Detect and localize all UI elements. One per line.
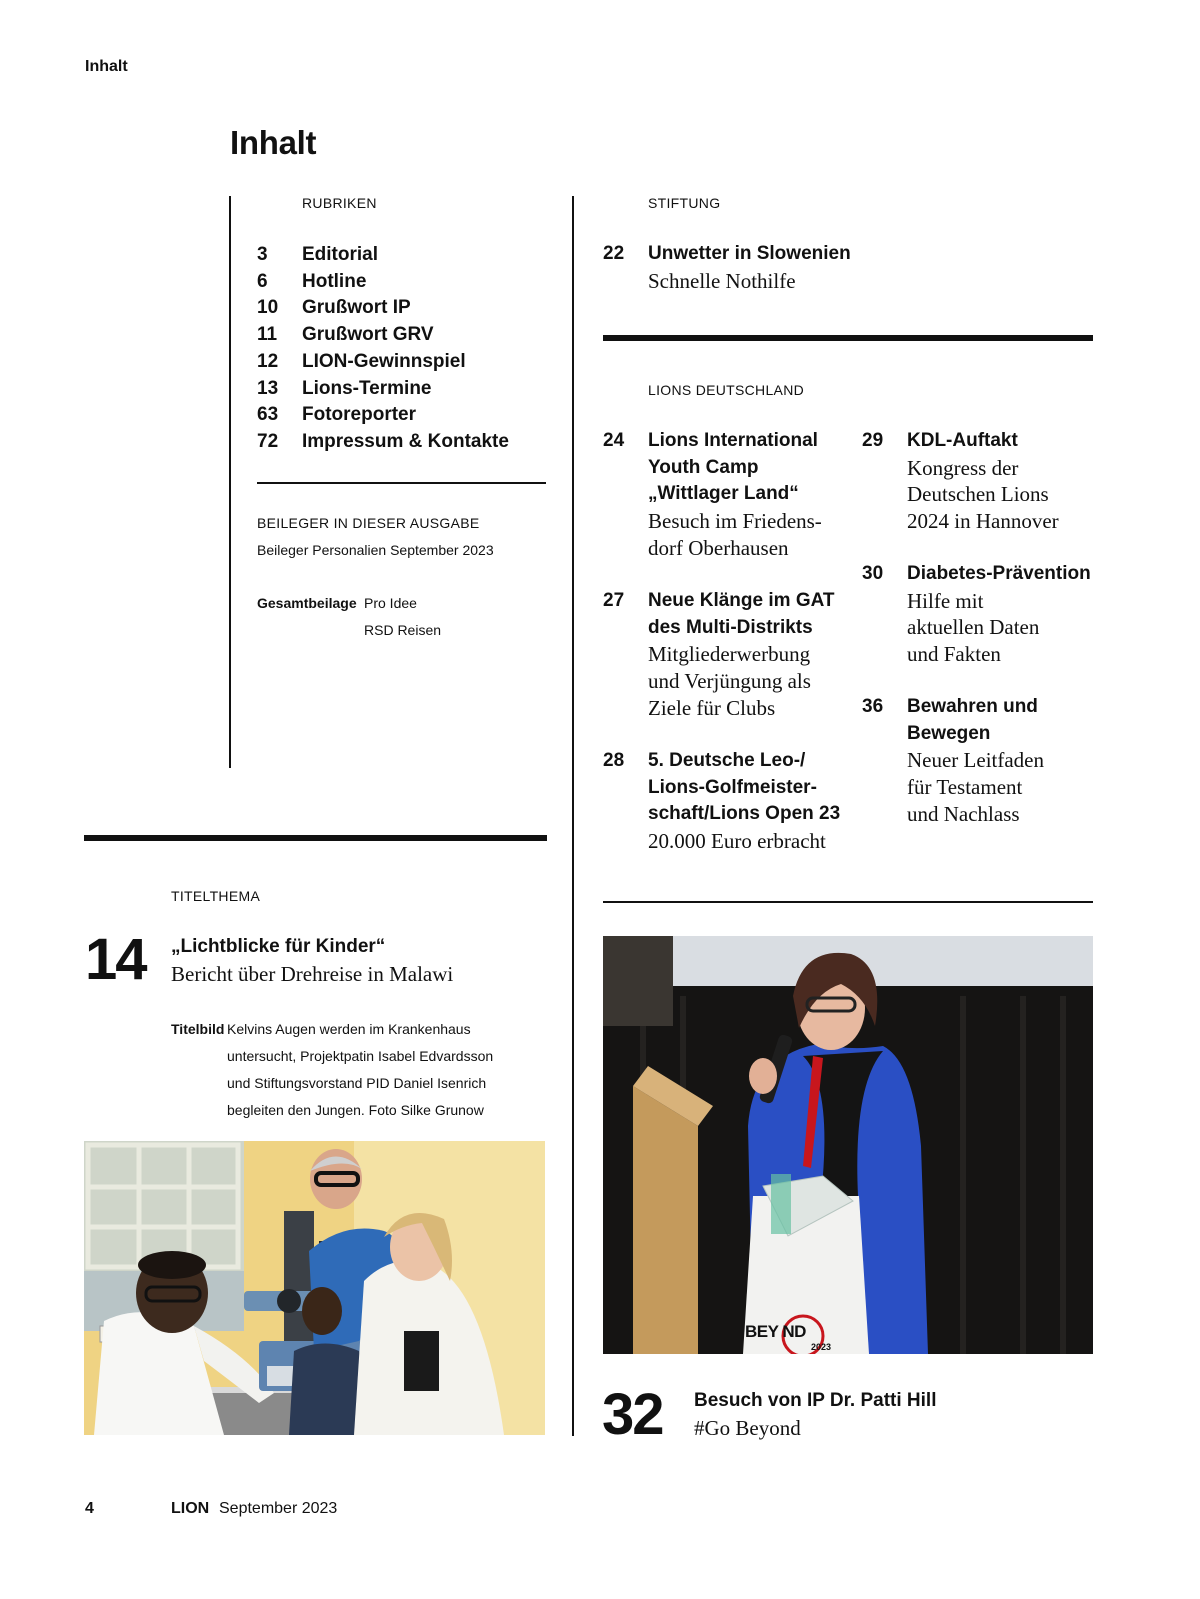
toc-entry-lions[interactable] (862, 694, 1097, 829)
entry-subtitle-line: Neuer Leitfaden (907, 748, 1045, 773)
titelthema-title[interactable]: „Lichtblicke für Kinder“ (171, 936, 386, 957)
entry-title-line: Diabetes-Prävention (907, 563, 1091, 584)
page-number: 30 (862, 563, 884, 584)
toc-entry-lions[interactable] (603, 748, 848, 858)
rubriken-vertical-rule (229, 196, 231, 768)
page-number: 72 (257, 430, 279, 452)
item-title: Hotline (302, 270, 367, 292)
lions-deutschland-label: LIONS DEUTSCHLAND (648, 382, 805, 398)
footer-issue: September 2023 (219, 1500, 338, 1517)
entry-title-line: Lions-Golfmeister- (648, 776, 817, 798)
page-number: 36 (862, 696, 884, 717)
entry-subtitle-line: Kongress der (907, 455, 1019, 480)
titelthema-label: TITELTHEMA (171, 888, 261, 904)
titelthema-page-number: 14 (85, 927, 146, 992)
entry-title-line: 5. Deutsche Leo-/ (648, 750, 806, 771)
gesamtbeilage-item: RSD Reisen (364, 622, 442, 638)
entry-subtitle-line: Hilfe mit (907, 588, 984, 613)
entry-subtitle-line: Besuch im Friedens- (648, 509, 822, 534)
entry-title-line: „Wittlager Land“ (648, 483, 799, 505)
entry-title-line: Lions International (648, 430, 818, 451)
item-title: Impressum & Kontakte (302, 430, 509, 452)
toc-entry-lions[interactable] (603, 588, 848, 723)
item-title: LION-Gewinnspiel (302, 350, 466, 372)
page-number: 13 (257, 377, 279, 399)
gesamtbeilage-item: Pro Idee (364, 595, 417, 611)
speaker-illustration (603, 936, 1093, 1354)
page-number: 29 (862, 430, 884, 451)
footer-magazine: LION (171, 1500, 210, 1517)
toc-entry-stiftung[interactable] (603, 241, 1093, 297)
rubriken-list (257, 241, 547, 457)
caption-line: Kelvins Augen werden im Krankenhaus (227, 1021, 471, 1037)
feature-title[interactable]: Besuch von IP Dr. Patti Hill (694, 1390, 937, 1411)
item-title: Grußwort IP (302, 297, 411, 319)
toc-entry-lions[interactable] (862, 561, 1097, 671)
page-title: Inhalt (230, 124, 317, 161)
center-vertical-rule (572, 196, 574, 1436)
entry-title-line: Bewegen (907, 722, 991, 744)
beileger-line: Beileger Personalien September 2023 (257, 542, 494, 558)
item-title: Lions-Termine (302, 377, 432, 399)
entry-subtitle-line: und Nachlass (907, 801, 1020, 826)
photo-patti-hill (603, 936, 1093, 1354)
stiftung-label: STIFTUNG (648, 195, 721, 211)
gesamtbeilage-label: Gesamtbeilage (257, 595, 357, 611)
entry-subtitle-line: dorf Oberhausen (648, 535, 789, 560)
page-number: 12 (257, 350, 279, 372)
entry-title-line: Bewahren und (907, 696, 1038, 717)
toc-entry-lions[interactable] (603, 428, 848, 563)
divider (603, 901, 1093, 903)
entry-subtitle-line: Deutschen Lions (907, 482, 1049, 507)
entry-title: Unwetter in Slowenien (648, 243, 851, 264)
caption-line: begleiten den Jungen. Foto Silke Grunow (227, 1102, 484, 1118)
divider (257, 482, 546, 484)
item-title: Grußwort GRV (302, 324, 434, 346)
entry-subtitle-line: aktuellen Daten (907, 615, 1040, 640)
entry-subtitle-line: und Verjüngung als (648, 669, 811, 694)
page-number: 63 (257, 404, 279, 426)
entry-subtitle-line: und Fakten (907, 642, 1001, 667)
item-title: Fotoreporter (302, 404, 416, 426)
toc-entry-lions[interactable] (862, 428, 1097, 538)
page-number: 22 (603, 243, 625, 264)
running-head: Inhalt (85, 58, 128, 75)
page-number: 10 (257, 297, 279, 319)
page-number: 27 (603, 590, 625, 611)
thick-divider (84, 835, 547, 841)
page-number: 11 (257, 324, 278, 346)
titelthema-subtitle: Bericht über Drehreise in Malawi (171, 962, 454, 986)
item-title: Editorial (302, 244, 379, 265)
page-number: 24 (603, 430, 625, 451)
caption-label: Titelbild (171, 1021, 225, 1037)
page-number: 6 (257, 270, 268, 292)
feature-subtitle: #Go Beyond (694, 1416, 801, 1440)
cover-photo-eye-exam (84, 1141, 545, 1435)
beileger-label: BEILEGER IN DIESER AUSGABE (257, 515, 480, 531)
entry-subtitle-line: Mitgliederwerbung (648, 642, 811, 667)
entry-title-line: KDL-Auftakt (907, 430, 1018, 451)
thick-divider (603, 335, 1093, 341)
eye-exam-illustration (84, 1141, 545, 1435)
entry-title-line: Neue Klänge im GAT (648, 590, 835, 611)
page-number: 3 (257, 244, 268, 265)
entry-subtitle-line: für Testament (907, 775, 1023, 800)
caption-line: und Stiftungsvorstand PID Daniel Isenrich (227, 1075, 487, 1091)
entry-subtitle-line: 20.000 Euro erbracht (648, 829, 826, 854)
bag-logo-text: BEY ND (745, 1322, 806, 1341)
entry-title-line: schaft/Lions Open 23 (648, 803, 841, 825)
bag-logo-year: 2023 (811, 1342, 832, 1352)
entry-subtitle-line: 2024 in Hannover (907, 509, 1059, 534)
page-number: 28 (603, 750, 625, 771)
entry-subtitle: Schnelle Nothilfe (648, 268, 796, 293)
caption-line: untersucht, Projektpatin Isabel Edvardsson (227, 1048, 494, 1064)
footer-page-number: 4 (85, 1500, 94, 1517)
entry-subtitle-line: Ziele für Clubs (648, 695, 776, 720)
feature-page-number: 32 (602, 1382, 663, 1447)
entry-title-line: des Multi-Distrikts (648, 616, 813, 638)
entry-title-line: Youth Camp (648, 456, 759, 478)
rubriken-label: RUBRIKEN (302, 195, 377, 211)
